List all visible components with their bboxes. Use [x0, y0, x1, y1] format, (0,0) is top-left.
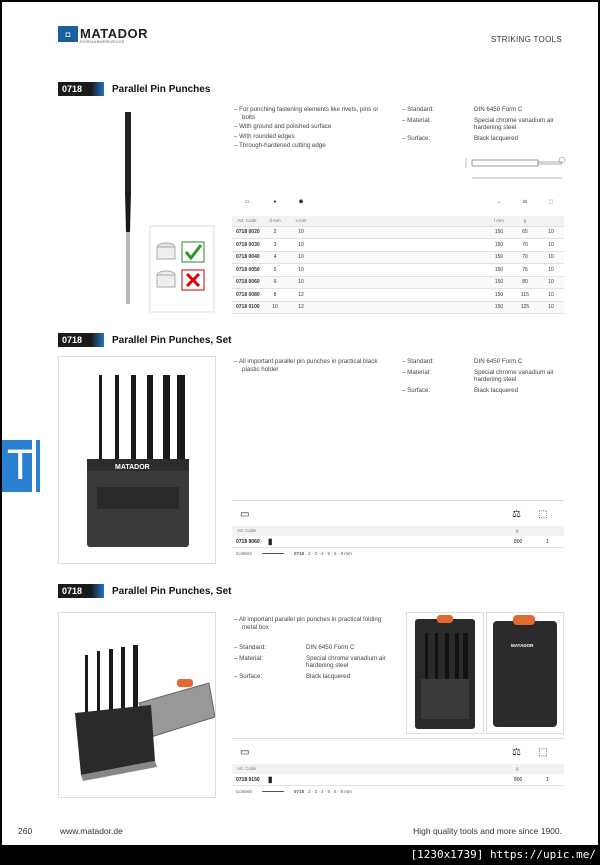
- weight-value: 125: [512, 301, 538, 314]
- length-value: 150: [486, 301, 512, 314]
- spacer-cell: [314, 289, 486, 302]
- spacer-cell: [314, 226, 486, 239]
- spacer-cell: [314, 276, 486, 289]
- length-value: 150: [486, 239, 512, 252]
- product-image-set-metalbox: [58, 612, 216, 798]
- weight-value: 800: [514, 539, 523, 545]
- page-header: [2, 2, 598, 62]
- spec-key: – Standard:: [402, 106, 434, 113]
- spec-key: – Surface:: [234, 672, 263, 680]
- feature-list: [234, 616, 384, 633]
- spec-key: – Material:: [402, 116, 431, 124]
- product-image-box-closed: [486, 612, 564, 734]
- col-art-code: Art. Code: [237, 766, 257, 771]
- section-title: Parallel Pin Punches, Set: [112, 585, 232, 597]
- article-code: 0718 0080: [232, 289, 262, 302]
- box-brand: MATADOR: [511, 643, 534, 648]
- col-g: g: [512, 216, 538, 226]
- table-row: [232, 226, 564, 239]
- diameter-value: 6: [262, 276, 288, 289]
- article-code: 0718 0020: [232, 226, 262, 239]
- diameter-value: 8: [262, 289, 288, 302]
- feature-list: [234, 106, 384, 152]
- spec-value: Black lacquered: [474, 134, 519, 142]
- section-heading-3: [58, 584, 232, 598]
- spacer-cell: [314, 264, 486, 277]
- spec-value: Special chrome vanadium air hardening steel: [474, 368, 554, 384]
- size-value: 12: [288, 301, 314, 314]
- quantity-value: 1: [546, 777, 549, 783]
- content-code: 0718: [294, 789, 305, 794]
- tool-icon: ▭: [244, 199, 250, 205]
- weight-value: 800: [514, 777, 523, 783]
- spec-key: – Surface:: [402, 134, 431, 142]
- size-value: 10: [288, 251, 314, 264]
- matador-logo: [58, 26, 148, 42]
- punch-symbol-icon: ▮: [268, 775, 273, 784]
- length-icon: ↔: [496, 199, 502, 205]
- spec-value: Special chrome vanadium air hardening steel: [306, 654, 386, 670]
- spacer-cell: [314, 239, 486, 252]
- page-number: 260: [18, 826, 33, 836]
- category-title: STRIKING TOOLS: [490, 35, 562, 44]
- spec-value: DIN 6450 Form C: [474, 358, 523, 365]
- article-code: 0718 9060: [236, 539, 260, 545]
- article-code: 0718 0040: [232, 251, 262, 264]
- size-value: 10: [288, 264, 314, 277]
- logo-icon: ◘: [58, 26, 78, 42]
- set-table-1: [232, 500, 564, 559]
- spec-value: Black lacquered: [306, 672, 351, 680]
- col-art-code: Art. Code: [237, 528, 257, 533]
- weight-value: 65: [512, 226, 538, 239]
- website-link[interactable]: www.matador.de: [60, 826, 123, 836]
- package-icon: ⬚: [538, 747, 548, 758]
- col-l: l mm: [486, 216, 512, 226]
- quantity-value: 10: [538, 301, 564, 314]
- content-label: Content: [236, 789, 252, 794]
- quantity-value: 10: [538, 239, 564, 252]
- feature-item: – For punching fastening elements like rivets, pins or bolts: [234, 106, 379, 121]
- chapter-tab[interactable]: [2, 440, 40, 492]
- punch-line-icon: [262, 553, 284, 554]
- spacer-cell: [314, 301, 486, 314]
- table-row: [232, 289, 564, 302]
- feature-item: – All important parallel pin punches in practical black plastic holder: [234, 358, 378, 373]
- length-value: 150: [486, 276, 512, 289]
- slogan: High quality tools and more since 1900.: [413, 826, 562, 836]
- table-row: [232, 251, 564, 264]
- holder-brand: MATADOR: [115, 464, 150, 471]
- set-table-2: [232, 738, 564, 797]
- section-code: 0718: [58, 333, 104, 347]
- quantity-value: 10: [538, 264, 564, 277]
- length-value: 150: [486, 264, 512, 277]
- logo-subtitle: SCHRAUBWERKZEUGE: [80, 40, 125, 44]
- article-code: 0718 9150: [236, 777, 260, 783]
- feature-item: – All important parallel pin punches in practical folding metal box: [234, 616, 382, 631]
- section-heading-1: [58, 82, 210, 96]
- table-row: [232, 276, 564, 289]
- diameter-value: 2: [262, 226, 288, 239]
- col-art-code: Art. Code: [232, 216, 262, 226]
- punch-line-icon: [262, 791, 284, 792]
- weight-value: 70: [512, 239, 538, 252]
- spec-key: – Standard:: [234, 644, 266, 651]
- col-g: g: [516, 766, 519, 771]
- spec-key: – Material:: [402, 368, 431, 376]
- length-value: 150: [486, 226, 512, 239]
- product-image-box-open: [406, 612, 484, 734]
- spec-list: [402, 106, 564, 145]
- chapter-letter: T: [8, 443, 33, 489]
- section-heading-2: [58, 333, 232, 347]
- spec-key: – Material:: [234, 654, 263, 662]
- spec-value: Black lacquered: [474, 386, 519, 394]
- spec-list: [402, 358, 564, 397]
- size-value: 10: [288, 226, 314, 239]
- feature-list: [234, 358, 384, 375]
- col-g: g: [516, 528, 519, 533]
- octagon-icon: ⬣: [298, 199, 304, 205]
- diameter-value: 3: [262, 239, 288, 252]
- weight-value: 115: [512, 289, 538, 302]
- quantity-value: 1: [546, 539, 549, 545]
- product-image-set-holder: [58, 356, 216, 564]
- scale-icon: ⚖: [522, 199, 528, 205]
- table-row: [232, 301, 564, 314]
- package-icon: ⬚: [548, 199, 554, 205]
- content-label: Content: [236, 551, 252, 556]
- col-s: s mm: [288, 216, 314, 226]
- col-d: d mm: [262, 216, 288, 226]
- weight-value: 75: [512, 264, 538, 277]
- spec-key: – Surface:: [402, 386, 431, 394]
- article-code: 0718 0050: [232, 264, 262, 277]
- article-code: 0718 0030: [232, 239, 262, 252]
- spec-list: [234, 644, 396, 683]
- spec-value: DIN 6450 Form C: [306, 644, 355, 651]
- size-value: 10: [288, 276, 314, 289]
- catalog-page: [2, 2, 598, 845]
- content-code: 0718: [294, 551, 305, 556]
- content-sizes: 2 · 3 · 4 · 5 · 6 · 8 mm: [308, 551, 352, 556]
- article-code: 0718 0060: [232, 276, 262, 289]
- section-code: 0718: [58, 82, 104, 96]
- logo-brand: MATADOR: [80, 26, 149, 41]
- package-icon: ⬚: [538, 509, 548, 520]
- diameter-icon: ●: [273, 199, 277, 205]
- article-table: [232, 188, 564, 314]
- punch-symbol-icon: ▮: [268, 537, 273, 546]
- section-code: 0718: [58, 584, 104, 598]
- spec-value: Special chrome vanadium air hardening steel: [474, 116, 554, 132]
- quantity-value: 10: [538, 251, 564, 264]
- section-title: Parallel Pin Punches: [112, 83, 211, 95]
- scale-icon: ⚖: [512, 509, 521, 520]
- length-value: 150: [486, 251, 512, 264]
- feature-item: – With ground and polished surface: [234, 123, 332, 131]
- weight-value: 70: [512, 251, 538, 264]
- quantity-value: 10: [538, 226, 564, 239]
- size-value: 12: [288, 289, 314, 302]
- tool-icon: ▭: [240, 509, 250, 520]
- weight-value: 80: [512, 276, 538, 289]
- spec-key: – Standard:: [402, 358, 434, 365]
- length-value: 150: [486, 289, 512, 302]
- feature-item: – Through-hardened cutting edge: [234, 142, 326, 150]
- product-image-punch: [58, 102, 216, 314]
- article-code: 0718 0100: [232, 301, 262, 314]
- section-title: Parallel Pin Punches, Set: [112, 334, 232, 346]
- diameter-value: 5: [262, 264, 288, 277]
- diameter-value: 4: [262, 251, 288, 264]
- spacer-cell: [314, 251, 486, 264]
- diameter-value: 10: [262, 301, 288, 314]
- table-row: [232, 264, 564, 277]
- watermark: [1230x1739] https://upic.me/: [410, 848, 596, 861]
- tool-icon: ▭: [240, 747, 250, 758]
- feature-item: – With rounded edges: [234, 132, 295, 140]
- content-sizes: 2 · 3 · 4 · 5 · 6 · 8 mm: [308, 789, 352, 794]
- scale-icon: ⚖: [512, 747, 521, 758]
- size-value: 10: [288, 239, 314, 252]
- quantity-value: 10: [538, 289, 564, 302]
- technical-drawing: [458, 150, 570, 189]
- table-row: [232, 239, 564, 252]
- col-qty: [538, 216, 564, 226]
- spec-value: DIN 6450 Form C: [474, 106, 523, 113]
- quantity-value: 10: [538, 276, 564, 289]
